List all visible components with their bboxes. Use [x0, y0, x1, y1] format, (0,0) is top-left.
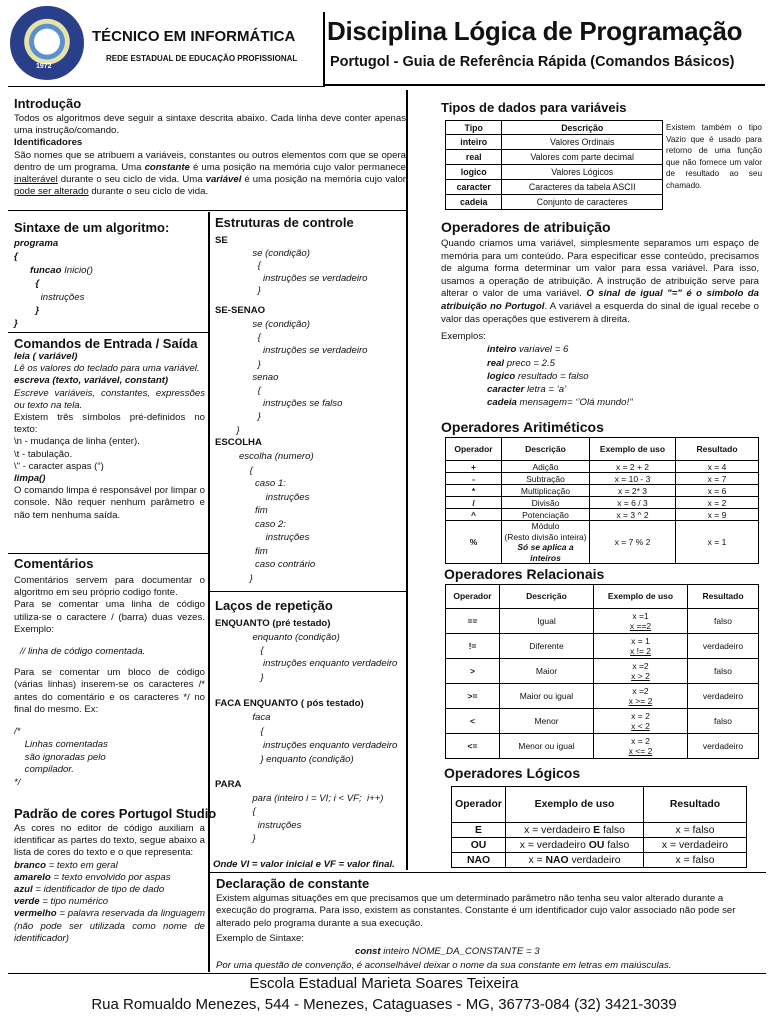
enquanto-label: ENQUANTO (pré testado) — [215, 618, 331, 629]
color-key: verde — [14, 896, 40, 908]
logic-example — [506, 838, 644, 853]
example-value: letra = ‘a’ — [524, 384, 567, 396]
intro-p2e: durante o seu ciclo de vida. — [88, 186, 209, 198]
example-type: inteiro — [487, 344, 517, 356]
comments-p3: Para se comentar um bloco de código (várias linhas) inserem-se os caracteres /* antes do comentário e os caracteres */ no final do mesmo. Ex: — [14, 667, 205, 715]
rel-op: >= — [446, 684, 500, 709]
arith-desc: Multiplicação — [502, 485, 590, 497]
color-item-branco — [14, 860, 205, 872]
para-code: para (inteiro i = VI; i < VF; i++) { instruções } — [252, 793, 384, 845]
rel-desc: Igual — [500, 609, 594, 634]
assign-example — [441, 370, 633, 383]
rel-result: falso — [688, 609, 759, 634]
header-left-line — [8, 86, 325, 87]
rel-op: < — [446, 709, 500, 734]
rel-header: Exemplo de uso — [594, 585, 688, 609]
arith-example: x = 2* 3 — [590, 485, 676, 497]
word-inalteravel: inalterável — [14, 174, 58, 186]
type-name: caracter — [446, 180, 502, 195]
example-type: caracter — [487, 384, 525, 396]
rel-result: verdadeiro — [688, 634, 759, 659]
word-constante: constante — [144, 161, 190, 173]
type-desc: Conjunto de caracteres — [502, 195, 663, 210]
rel-example — [594, 659, 688, 684]
word-variavel: variável — [205, 174, 242, 186]
rel-ex-line: x ==2 — [629, 621, 652, 631]
senao-code: se (condição) { instruções se verdadeiro } senao { instruções se falso } } — [236, 319, 368, 436]
color-key: azul — [14, 884, 33, 896]
rel-header: Resultado — [688, 585, 759, 609]
arith-example: x = 3 ^ 2 — [590, 509, 676, 521]
assign-example — [441, 383, 633, 396]
rel-result: verdadeiro — [688, 734, 759, 759]
types-title: Tipos de dados para variáveis — [441, 100, 627, 115]
rel-example — [594, 634, 688, 659]
rel-result: verdadeiro — [688, 684, 759, 709]
symbols-intro: Existem três símbolos pré-definidos no texto: — [14, 412, 205, 436]
syntax-code — [14, 237, 93, 331]
rel-ex-line: x = 2 — [631, 710, 650, 721]
arith-result: x = 7 — [676, 473, 759, 485]
color-value: = texto envolvido por aspas — [50, 871, 171, 883]
intro-text — [14, 113, 406, 198]
rel-desc: Maior ou igual — [500, 684, 594, 709]
intro-p1: Todos os algoritmos deve seguir a sintaxe descrita abaixo. Cada linha deve conter apenas uma instrução/comando. — [14, 113, 406, 137]
assign-example — [441, 357, 633, 370]
color-item-vermelho — [14, 908, 205, 945]
type-name: inteiro — [446, 135, 502, 150]
footer-address: Rua Romualdo Menezes, 544 - Menezes, Cataguases - MG, 36773-084 (32) 3421-3039 — [91, 996, 677, 1013]
se-code: se (condição) { instruções se verdadeiro } — [252, 248, 368, 297]
arith-result: x = 2 — [676, 497, 759, 509]
rel-desc: Menor ou igual — [500, 734, 594, 759]
footer-top-line — [8, 973, 766, 974]
rel-ex-line: x =2 — [632, 685, 649, 696]
intro-p2a: São nomes que se atribuem a variáveis, constantes ou outros elementos com que se opera dentro de um programa. Uma — [14, 149, 406, 173]
const-example — [355, 946, 540, 958]
assign-p1: Quando criamos uma variável, simplesmente separamos um espaço de memória para um conteúdo. Para especificar esse conteúdo, precisamos de alguma forma determinar um valor para essa variável. Para isso, usamos a operação de atribuição. A instrução de atribuição serve para alterar o valor de uma variável. — [441, 238, 759, 300]
arith-example: x = 2 + 2 — [590, 461, 676, 473]
const-title: Declaração de constante — [216, 876, 370, 891]
color-key: amarelo — [14, 871, 51, 883]
logic-example — [506, 823, 644, 838]
const-top-line — [208, 872, 766, 873]
colors-text — [14, 823, 205, 945]
const-example-label: Exemplo de Sintaxe: — [216, 933, 304, 944]
rel-ex-line: x =1 — [632, 610, 649, 621]
types-table — [445, 120, 663, 210]
rel-ex-line: x > 2 — [631, 671, 650, 681]
types-header-desc: Descrição — [502, 121, 663, 135]
type-desc: Valores Lógicos — [502, 165, 663, 180]
color-item-amarelo — [14, 872, 205, 884]
color-item-azul — [14, 884, 205, 896]
color-value: = palavra reservada da linguagem (não pode ser utilizada como nome de identificador) — [14, 908, 205, 944]
limpa-command: limpa() — [14, 473, 46, 485]
color-value: = tipo numérico — [39, 896, 109, 908]
comments-title: Comentários — [14, 556, 94, 571]
arith-desc: Divisão — [502, 497, 590, 509]
logic-header: Exemplo de uso — [506, 787, 644, 823]
type-desc: Caracteres da tabela ASCII — [502, 180, 663, 195]
network-name: REDE ESTADUAL DE EDUCAÇÃO PROFISSIONAL — [106, 54, 298, 63]
arith-op: % — [446, 521, 502, 564]
example-type: real — [487, 357, 505, 369]
logic-ex-pre: x = — [528, 854, 546, 866]
funcao-keyword: funcao — [14, 264, 62, 276]
intro-bottom-line — [8, 210, 408, 211]
logic-ex-post: verdadeiro — [568, 854, 621, 866]
logic-header: Resultado — [644, 787, 747, 823]
rel-table — [445, 584, 759, 759]
enquanto-code: enquanto (condição) { instruções enquanto verdadeiro } — [252, 632, 398, 683]
types-header-tipo: Tipo — [446, 121, 502, 135]
word-pode-alterado: pode ser alterado — [14, 186, 89, 198]
rel-ex-line: x < 2 — [631, 721, 650, 731]
center-divider — [406, 90, 408, 870]
left-mid-divider — [208, 212, 210, 972]
symbol-newline: \n - mudança de linha (enter). — [14, 436, 140, 448]
escolha-code: escolha (numero) { caso 1: instruções fim caso 2: instruções fim caso contrário } — [238, 451, 316, 584]
color-item-verde — [14, 896, 205, 908]
leia-desc: Lê os valores do teclado para uma variável. — [14, 363, 200, 375]
arith-header: Exemplo de uso — [590, 438, 676, 461]
logic-result: x = falso — [644, 853, 747, 868]
rel-result: falso — [688, 709, 759, 734]
rel-example — [594, 609, 688, 634]
intro-p2c: durante o seu ciclo de vida. Uma — [57, 174, 206, 186]
identifiers-title: Identificadores — [14, 137, 83, 149]
type-desc: Valores com parte decimal — [502, 150, 663, 165]
arith-example: x = 7 % 2 — [590, 521, 676, 564]
assign-title: Operadores de atribuição — [441, 219, 611, 235]
syntax-line-7: } — [14, 318, 18, 330]
logic-op: E — [452, 823, 506, 838]
rel-example — [594, 734, 688, 759]
arith-desc: Adição — [502, 461, 590, 473]
logic-ex-post: falso — [600, 824, 625, 836]
rel-op: == — [446, 609, 500, 634]
rel-ex-line: x >= 2 — [628, 696, 653, 706]
arith-table — [445, 437, 759, 564]
arith-op: + — [446, 461, 502, 473]
arith-example: x = 10 - 3 — [590, 473, 676, 485]
rel-desc: Diferente — [500, 634, 594, 659]
logic-example — [506, 853, 644, 868]
comments-example-2: /* Linhas comentadas são ignoradas pelo compilador. */ — [14, 726, 108, 789]
arith-desc: Potenciação — [502, 509, 590, 521]
const-keyword: const — [355, 946, 381, 957]
assign-examples — [441, 330, 633, 410]
color-key: vermelho — [14, 908, 57, 920]
assign-example — [441, 343, 633, 356]
assign-p1-end: . A variável a esquerda do sinal de igual recebe o valor das operações que estiverem à direita. — [441, 300, 759, 325]
rel-example — [594, 684, 688, 709]
syntax-line-5: instruções — [14, 291, 85, 303]
const-note: Por uma questão de convenção, é aconselhável deixar o nome da sua constante em letras em maiúsculas. — [216, 960, 672, 971]
syntax-line-4: { — [14, 278, 40, 290]
const-text: Existem algumas situações em que precisamos que um determinado parâmetro não tenha seu valor alterado durante a execução do programa. Para isso, existem as constantes. Constante é um identificador cujo valor associado não pode ser alterado pelo programa durante a sua execução. — [216, 893, 736, 929]
mod-line: Só se aplica a inteiros — [517, 542, 574, 563]
rel-header: Operador — [446, 585, 500, 609]
rel-result: falso — [688, 659, 759, 684]
rel-ex-line: x = 2 — [631, 735, 650, 746]
control-bottom-line — [208, 591, 406, 592]
example-value: variavel = 6 — [516, 344, 569, 356]
example-value: mensagem= ‘’Olá mundo!’’ — [516, 397, 634, 409]
faca-label: FACA ENQUANTO ( pós testado) — [215, 698, 364, 709]
logic-ex-op: OU — [588, 839, 605, 851]
arith-header: Resultado — [676, 438, 759, 461]
assign-example — [441, 396, 633, 409]
escreva-desc: Escreve variáveis, constantes, expressões ou texto na tela. — [14, 387, 205, 411]
type-name: cadeia — [446, 195, 502, 210]
escreva-command: escreva (texto, variável, constant) — [14, 375, 169, 387]
course-name: TÉCNICO EM INFORMÁTICA — [92, 28, 296, 45]
logo-year: 1972 — [36, 63, 52, 70]
comments-p2: Para se comentar uma linha de código utiliza-se o caractere / (barra) duas vezes. Exemplo: — [14, 599, 205, 635]
rel-title: Operadores Relacionais — [444, 566, 605, 582]
rel-op: <= — [446, 734, 500, 759]
intro-p2b: é uma posição na memória cujo valor permanece — [189, 161, 406, 173]
symbol-quote: \" - caracter aspas (“) — [14, 460, 104, 472]
type-name: real — [446, 150, 502, 165]
color-key: branco — [14, 859, 46, 871]
type-name: logico — [446, 165, 502, 180]
syntax-line-2: { — [14, 251, 18, 263]
arith-result: x = 1 — [676, 521, 759, 564]
type-desc: Valores Ordinais — [502, 135, 663, 150]
se-label: SE — [215, 235, 228, 246]
arith-mod-desc — [502, 521, 590, 564]
header-divider — [323, 12, 325, 86]
logic-ex-pre: x = verdadeiro — [524, 824, 594, 836]
senao-label: SE-SENAO — [215, 305, 266, 316]
logic-title: Operadores Lógicos — [444, 765, 581, 781]
arith-op: * — [446, 485, 502, 497]
header-bottom-line — [325, 84, 765, 86]
rel-desc: Maior — [500, 659, 594, 684]
loops-title: Laços de repetição — [215, 598, 333, 613]
logic-ex-op: NAO — [545, 854, 569, 866]
example-type: logico — [487, 370, 516, 382]
rel-desc: Menor — [500, 709, 594, 734]
logic-ex-pre: x = verdadeiro — [519, 839, 589, 851]
arith-title: Operadores Aritiméticos — [441, 419, 604, 435]
syntax-line-1: programa — [14, 238, 59, 249]
assign-examples-label: Exemplos: — [441, 331, 486, 342]
page-subtitle: Portugol - Guia de Referência Rápida (Comandos Básicos) — [330, 54, 735, 70]
syntax-bottom-line — [8, 332, 208, 333]
rel-header: Descrição — [500, 585, 594, 609]
intro-title: Introdução — [14, 96, 82, 111]
syntax-line-6: } — [14, 305, 40, 317]
comments-example-1: // linha de código comentada. — [20, 646, 146, 658]
footer-school: Escola Estadual Marieta Soares Teixeira — [249, 975, 519, 992]
syntax-line-3: funcao Inicio() — [14, 264, 93, 276]
const-example-rest: inteiro NOME_DA_CONSTANTE = 3 — [380, 946, 540, 957]
assign-p1-bold: O sinal de igual "=" é o símbolo da atribuição no Portugol — [441, 288, 759, 312]
logic-ex-op: E — [593, 824, 601, 836]
logic-result: x = verdadeiro — [644, 838, 747, 853]
logic-table — [451, 786, 747, 868]
mod-line: Módulo — [531, 521, 560, 531]
logic-op: NAO — [452, 853, 506, 868]
intro-p2d: é uma posição na memória cujo valor — [241, 174, 406, 186]
io-title: Comandos de Entrada / Saída — [14, 336, 198, 351]
comments-text — [14, 575, 205, 790]
rel-ex-line: x != 2 — [629, 646, 652, 656]
example-value: preco = 2.5 — [504, 357, 556, 369]
escolha-label: ESCOLHA — [215, 437, 262, 448]
logic-result: x = falso — [644, 823, 747, 838]
assign-text — [441, 238, 759, 326]
arith-op: - — [446, 473, 502, 485]
faca-code: faca { instruções enquanto verdadeiro } enquanto (condição) — [252, 712, 398, 765]
mod-line: (Resto divisão inteira) — [504, 531, 587, 542]
arith-example: x = 6 / 3 — [590, 497, 676, 509]
io-bottom-line — [8, 553, 208, 554]
arith-result: x = 9 — [676, 509, 759, 521]
arith-header: Descrição — [502, 438, 590, 461]
rel-ex-line: x = 1 — [631, 635, 650, 646]
logic-ex-post: falso — [604, 839, 630, 851]
example-type: cadeia — [487, 397, 517, 409]
colors-title: Padrão de cores Portugol Studio — [14, 806, 217, 821]
rel-ex-line: x =2 — [632, 660, 649, 671]
logic-header: Operador — [452, 787, 506, 823]
limpa-desc: O comando limpa é responsável por limpar o console. Não requer nenhum parâmetro e não tem nenhuma saída. — [14, 485, 205, 521]
loops-note: Onde VI = valor inicial e VF = valor final. — [213, 859, 395, 870]
types-side-note: Existem também o tipo Vazio que é usado para retorno de uma função que não fornece um valor de resultado ao seu chamado. — [666, 123, 762, 190]
rel-op: > — [446, 659, 500, 684]
colors-intro: As cores no editor de código auxiliam a identificar as partes do texto, segue abaixo a lista de cores do texto e o que representa: — [14, 823, 205, 859]
leia-command: leia ( variável) — [14, 351, 78, 362]
rel-example — [594, 709, 688, 734]
io-text — [14, 351, 205, 522]
arith-desc: Subtração — [502, 473, 590, 485]
syntax-title: Sintaxe de um algoritmo: — [14, 220, 170, 235]
arith-op: / — [446, 497, 502, 509]
page-title: Disciplina Lógica de Programação — [327, 16, 743, 46]
control-title: Estruturas de controle — [215, 215, 354, 230]
arith-header: Operador — [446, 438, 502, 461]
rel-ex-line: x <= 2 — [628, 746, 653, 756]
arith-op: ^ — [446, 509, 502, 521]
color-value: = texto em geral — [46, 859, 118, 871]
comments-p1: Comentários servem para documentar o algoritmo em seu próprio codigo fonte. — [14, 575, 205, 599]
rel-op: != — [446, 634, 500, 659]
example-value: resultado = falso — [515, 370, 589, 382]
logic-op: OU — [452, 838, 506, 853]
symbol-tab: \t - tabulação. — [14, 448, 73, 460]
para-label: PARA — [215, 779, 242, 790]
arith-result: x = 4 — [676, 461, 759, 473]
arith-result: x = 6 — [676, 485, 759, 497]
color-value: = identificador de tipo de dado — [32, 884, 165, 896]
